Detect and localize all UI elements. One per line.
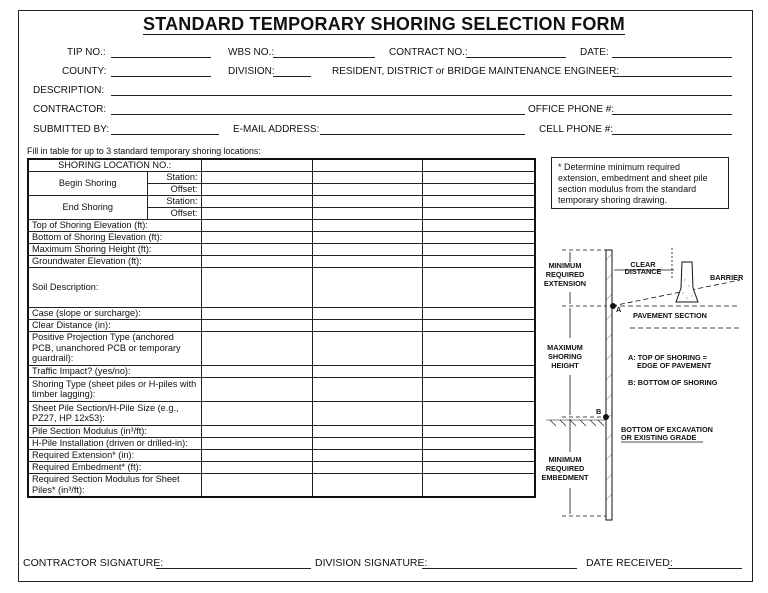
clear-distance-line2: DISTANCE bbox=[624, 267, 662, 276]
row-label: Required Section Modulus for Sheet Piles* (in³/ft): bbox=[28, 473, 201, 497]
engineer-label: RESIDENT, DISTRICT or BRIDGE MAINTENANCE ENGINEER: bbox=[332, 66, 620, 77]
row-label: Sheet Pile Section/H-Pile Size (e.g., PZ27, HP 12x53): bbox=[28, 401, 201, 425]
table-instructions: Fill in table for up to 3 standard temporary shoring locations: bbox=[27, 146, 261, 156]
contractor-label: CONTRACTOR: bbox=[33, 104, 107, 115]
table-cell[interactable] bbox=[312, 319, 422, 331]
table-cell[interactable] bbox=[312, 243, 422, 255]
table-cell[interactable] bbox=[201, 307, 312, 319]
table-cell[interactable] bbox=[201, 219, 312, 231]
barrier-shape bbox=[676, 262, 698, 302]
min-req-extension-line2: REQUIRED bbox=[545, 270, 585, 279]
date-received-field[interactable] bbox=[668, 568, 742, 569]
table-cell[interactable] bbox=[422, 331, 535, 365]
table-cell[interactable] bbox=[312, 473, 422, 497]
table-cell[interactable] bbox=[422, 377, 535, 401]
table-cell[interactable] bbox=[201, 255, 312, 267]
min-req-embedment-line2: REQUIRED bbox=[545, 464, 585, 473]
email-label: E-MAIL ADDRESS: bbox=[233, 124, 320, 135]
county-label: COUNTY: bbox=[62, 66, 107, 77]
office-phone-label: OFFICE PHONE #: bbox=[528, 104, 615, 115]
row-label: Case (slope or surcharge): bbox=[28, 307, 201, 319]
point-b-label: B bbox=[596, 407, 602, 416]
row-label: Traffic Impact? (yes/no): bbox=[28, 365, 201, 377]
tip-no-field[interactable] bbox=[111, 57, 211, 58]
table-cell[interactable] bbox=[201, 331, 312, 365]
min-req-embedment-line1: MINIMUM bbox=[548, 455, 582, 464]
max-shoring-height-line3: HEIGHT bbox=[551, 361, 579, 370]
bottom-excavation-line2: OR EXISTING GRADE bbox=[621, 433, 697, 442]
table-cell[interactable] bbox=[201, 171, 312, 183]
table-cell[interactable] bbox=[312, 231, 422, 243]
max-shoring-height-line1: MAXIMUM bbox=[547, 343, 583, 352]
date-label: DATE: bbox=[580, 47, 609, 58]
table-cell[interactable] bbox=[312, 461, 422, 473]
table-cell[interactable] bbox=[312, 255, 422, 267]
row-label: Pile Section Modulus (in³/ft): bbox=[28, 425, 201, 437]
cell-phone-field[interactable] bbox=[612, 134, 732, 135]
submitted-by-field[interactable] bbox=[111, 134, 219, 135]
footnote-box: * Determine minimum required extension, embedment and sheet pile section modulus from the standard temporary shoring drawing. bbox=[551, 157, 729, 209]
min-req-extension-line1: MINIMUM bbox=[548, 261, 582, 270]
table-cell[interactable] bbox=[312, 365, 422, 377]
table-cell[interactable] bbox=[312, 267, 422, 307]
table-cell[interactable] bbox=[201, 231, 312, 243]
min-req-embedment-line3: EMBEDMENT bbox=[541, 473, 589, 482]
table-cell[interactable] bbox=[422, 307, 535, 319]
division-field[interactable] bbox=[273, 76, 311, 77]
table-cell[interactable] bbox=[201, 365, 312, 377]
begin-station-label: Station: bbox=[147, 171, 201, 183]
table-cell[interactable] bbox=[312, 401, 422, 425]
table-cell[interactable] bbox=[201, 437, 312, 449]
end-offset-label: Offset: bbox=[147, 207, 201, 219]
date-received-label: DATE RECEIVED: bbox=[586, 557, 673, 569]
point-a-label: A bbox=[616, 305, 622, 314]
table-cell[interactable] bbox=[312, 219, 422, 231]
contractor-signature-label: CONTRACTOR SIGNATURE: bbox=[23, 557, 164, 569]
legend-a-line2: EDGE OF PAVEMENT bbox=[637, 361, 712, 370]
table-cell[interactable] bbox=[422, 183, 535, 195]
location-no-label: SHORING LOCATION NO.: bbox=[28, 159, 201, 171]
row-label: Bottom of Shoring Elevation (ft): bbox=[28, 231, 201, 243]
division-signature-label: DIVISION SIGNATURE: bbox=[315, 557, 428, 569]
clear-distance-line1: CLEAR bbox=[630, 260, 656, 269]
table-cell[interactable] bbox=[422, 171, 535, 183]
date-field[interactable] bbox=[612, 57, 732, 58]
table-cell[interactable] bbox=[201, 243, 312, 255]
sheet-pile-wall bbox=[606, 250, 612, 520]
row-label: Soil Description: bbox=[28, 267, 201, 307]
table-cell[interactable] bbox=[201, 183, 312, 195]
table-cell[interactable] bbox=[312, 195, 422, 207]
location-2-cell[interactable] bbox=[312, 159, 422, 171]
description-field[interactable] bbox=[111, 95, 732, 96]
pavement-section-label: PAVEMENT SECTION bbox=[633, 311, 707, 320]
table-cell[interactable] bbox=[422, 473, 535, 497]
row-label: Top of Shoring Elevation (ft): bbox=[28, 219, 201, 231]
table-cell[interactable] bbox=[312, 449, 422, 461]
contract-no-field[interactable] bbox=[466, 57, 566, 58]
table-cell[interactable] bbox=[422, 219, 535, 231]
shoring-table bbox=[27, 158, 536, 498]
table-cell[interactable] bbox=[422, 425, 535, 437]
submitted-by-label: SUBMITTED BY: bbox=[33, 124, 110, 135]
form-title: STANDARD TEMPORARY SHORING SELECTION FORM bbox=[143, 14, 625, 34]
row-label: Required Embedment* (ft): bbox=[28, 461, 201, 473]
row-label: Groundwater Elevation (ft): bbox=[28, 255, 201, 267]
table-cell[interactable] bbox=[312, 331, 422, 365]
table-cell[interactable] bbox=[201, 461, 312, 473]
contract-no-label: CONTRACT NO.: bbox=[389, 47, 468, 58]
row-label: Positive Projection Type (anchored PCB, unanchored PCB or temporary guardrail): bbox=[28, 331, 201, 365]
location-1-cell[interactable] bbox=[201, 159, 312, 171]
table-cell[interactable] bbox=[422, 437, 535, 449]
table-cell[interactable] bbox=[422, 449, 535, 461]
max-shoring-height-line2: SHORING bbox=[547, 352, 583, 361]
end-station-label: Station: bbox=[147, 195, 201, 207]
shoring-diagram bbox=[540, 240, 745, 530]
table-cell[interactable] bbox=[312, 171, 422, 183]
table-cell[interactable] bbox=[422, 231, 535, 243]
cell-phone-label: CELL PHONE #: bbox=[539, 124, 614, 135]
engineer-field[interactable] bbox=[612, 76, 732, 77]
table-cell[interactable] bbox=[201, 473, 312, 497]
table-cell[interactable] bbox=[312, 307, 422, 319]
table-cell[interactable] bbox=[422, 461, 535, 473]
row-label: Shoring Type (sheet piles or H-piles with timber lagging): bbox=[28, 377, 201, 401]
row-label: Maximum Shoring Height (ft): bbox=[28, 243, 201, 255]
tip-no-label: TIP NO.: bbox=[67, 47, 106, 58]
table-cell[interactable] bbox=[201, 377, 312, 401]
table-cell[interactable] bbox=[312, 437, 422, 449]
table-cell[interactable] bbox=[312, 377, 422, 401]
begin-shoring-label: Begin Shoring bbox=[28, 171, 147, 195]
table-cell[interactable] bbox=[201, 401, 312, 425]
office-phone-field[interactable] bbox=[612, 114, 732, 115]
bottom-excavation-line1: BOTTOM OF EXCAVATION bbox=[621, 425, 713, 434]
row-label: H-Pile Installation (driven or drilled-in): bbox=[28, 437, 201, 449]
table-cell[interactable] bbox=[422, 401, 535, 425]
barrier-label: BARRIER bbox=[710, 273, 744, 282]
email-field[interactable] bbox=[320, 134, 525, 135]
contractor-field[interactable] bbox=[111, 114, 525, 115]
point-b-marker bbox=[603, 414, 609, 420]
begin-offset-label: Offset: bbox=[147, 183, 201, 195]
table-cell[interactable] bbox=[312, 183, 422, 195]
contractor-signature-field[interactable] bbox=[156, 568, 311, 569]
min-req-extension-line3: EXTENSION bbox=[543, 279, 587, 288]
location-3-cell[interactable] bbox=[422, 159, 535, 171]
table-cell[interactable] bbox=[201, 207, 312, 219]
table-cell[interactable] bbox=[422, 243, 535, 255]
table-cell[interactable] bbox=[201, 267, 312, 307]
division-signature-field[interactable] bbox=[422, 568, 577, 569]
division-label: DIVISION: bbox=[228, 66, 275, 77]
wbs-no-label: WBS NO.: bbox=[228, 47, 275, 58]
table-cell[interactable] bbox=[201, 195, 312, 207]
table-cell[interactable] bbox=[201, 449, 312, 461]
table-cell[interactable] bbox=[312, 207, 422, 219]
description-label: DESCRIPTION: bbox=[33, 85, 105, 96]
legend-a-line1: A: TOP OF SHORING = bbox=[628, 353, 707, 362]
table-cell[interactable] bbox=[312, 425, 422, 437]
table-cell[interactable] bbox=[422, 365, 535, 377]
table-cell[interactable] bbox=[201, 425, 312, 437]
table-cell[interactable] bbox=[422, 255, 535, 267]
row-label: Clear Distance (in): bbox=[28, 319, 201, 331]
table-cell[interactable] bbox=[201, 319, 312, 331]
row-label: Required Extension* (in): bbox=[28, 449, 201, 461]
table-cell[interactable] bbox=[422, 207, 535, 219]
end-shoring-label: End Shoring bbox=[28, 195, 147, 219]
county-field[interactable] bbox=[111, 76, 211, 77]
table-cell[interactable] bbox=[422, 195, 535, 207]
table-cell[interactable] bbox=[422, 319, 535, 331]
wbs-no-field[interactable] bbox=[273, 57, 375, 58]
legend-b: B: BOTTOM OF SHORING bbox=[628, 378, 718, 387]
table-cell[interactable] bbox=[422, 267, 535, 307]
